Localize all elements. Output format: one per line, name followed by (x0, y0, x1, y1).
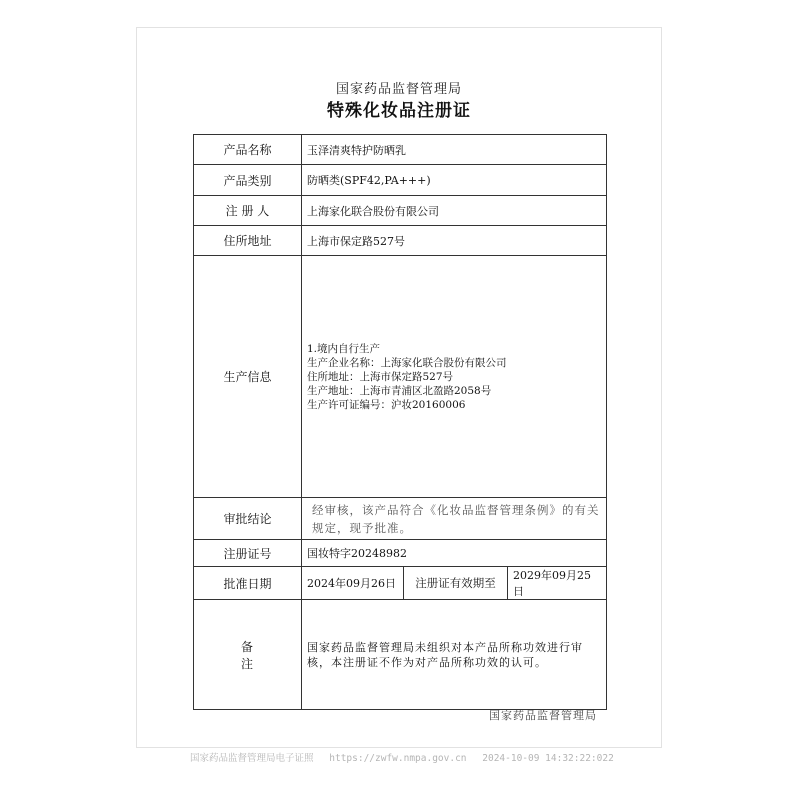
certificate-table (193, 134, 607, 710)
registration-number-value: 国妆特字20248982 (302, 540, 607, 567)
production-line-3: 住所地址：上海市保定路527号 (307, 370, 454, 383)
validity-label: 注册证有效期至 (404, 567, 508, 600)
conclusion-text: 经审核，该产品符合《化妆品监督管理条例》的有关规定，现予批准。 (312, 502, 600, 535)
production-info-label: 生产信息 (194, 256, 302, 498)
document-title: 特殊化妆品注册证 (327, 101, 471, 121)
row-conclusion (194, 498, 607, 540)
registrant-value: 上海家化联合股份有限公司 (302, 196, 607, 226)
remarks-text: 国家药品监督管理局未组织对本产品所称功效进行审核，本注册证不作为对产品所称功效的认可。 (307, 640, 583, 669)
watermark-timestamp: 2024-10-09 14:32:22:022 (482, 753, 614, 764)
conclusion-label: 审批结论 (194, 498, 302, 540)
row-address (194, 226, 607, 256)
row-registration-number (194, 540, 607, 567)
row-product-category (194, 165, 607, 196)
product-name-label: 产品名称 (194, 135, 302, 165)
validity-date-value: 2029年09月25日 (508, 567, 607, 600)
watermark-url: https://zwfw.nmpa.gov.cn (329, 753, 467, 764)
issuer-signature: 国家药品监督管理局 (489, 709, 597, 722)
registrant-label: 注 册 人 (194, 196, 302, 226)
production-line-1: 1.境内自行生产 (307, 342, 381, 355)
product-category-value: 防晒类(SPF42,PA+++) (302, 165, 607, 196)
product-category-label: 产品类别 (194, 165, 302, 196)
row-product-name (194, 135, 607, 165)
production-line-2: 生产企业名称：上海家化联合股份有限公司 (307, 356, 507, 369)
row-approval-date (194, 567, 607, 600)
registration-number-label: 注册证号 (194, 540, 302, 567)
product-name-value: 玉泽清爽特护防晒乳 (302, 135, 607, 165)
approval-date-label: 批准日期 (194, 567, 302, 600)
production-line-5: 生产许可证编号：沪妆20160006 (307, 398, 466, 411)
address-value: 上海市保定路527号 (302, 226, 607, 256)
remarks-label: 备 注 (194, 600, 302, 710)
production-line-4: 生产地址：上海市青浦区北盈路2058号 (307, 384, 492, 397)
production-info-value (302, 256, 607, 498)
issuing-authority: 国家药品监督管理局 (335, 82, 462, 97)
address-label: 住所地址 (194, 226, 302, 256)
row-remarks (194, 600, 607, 710)
watermark-source: 国家药品监督管理局电子证照 (190, 753, 314, 764)
approval-date-value: 2024年09月26日 (302, 567, 404, 600)
row-registrant (194, 196, 607, 226)
electronic-license-watermark (190, 750, 624, 764)
row-production-info (194, 256, 607, 498)
